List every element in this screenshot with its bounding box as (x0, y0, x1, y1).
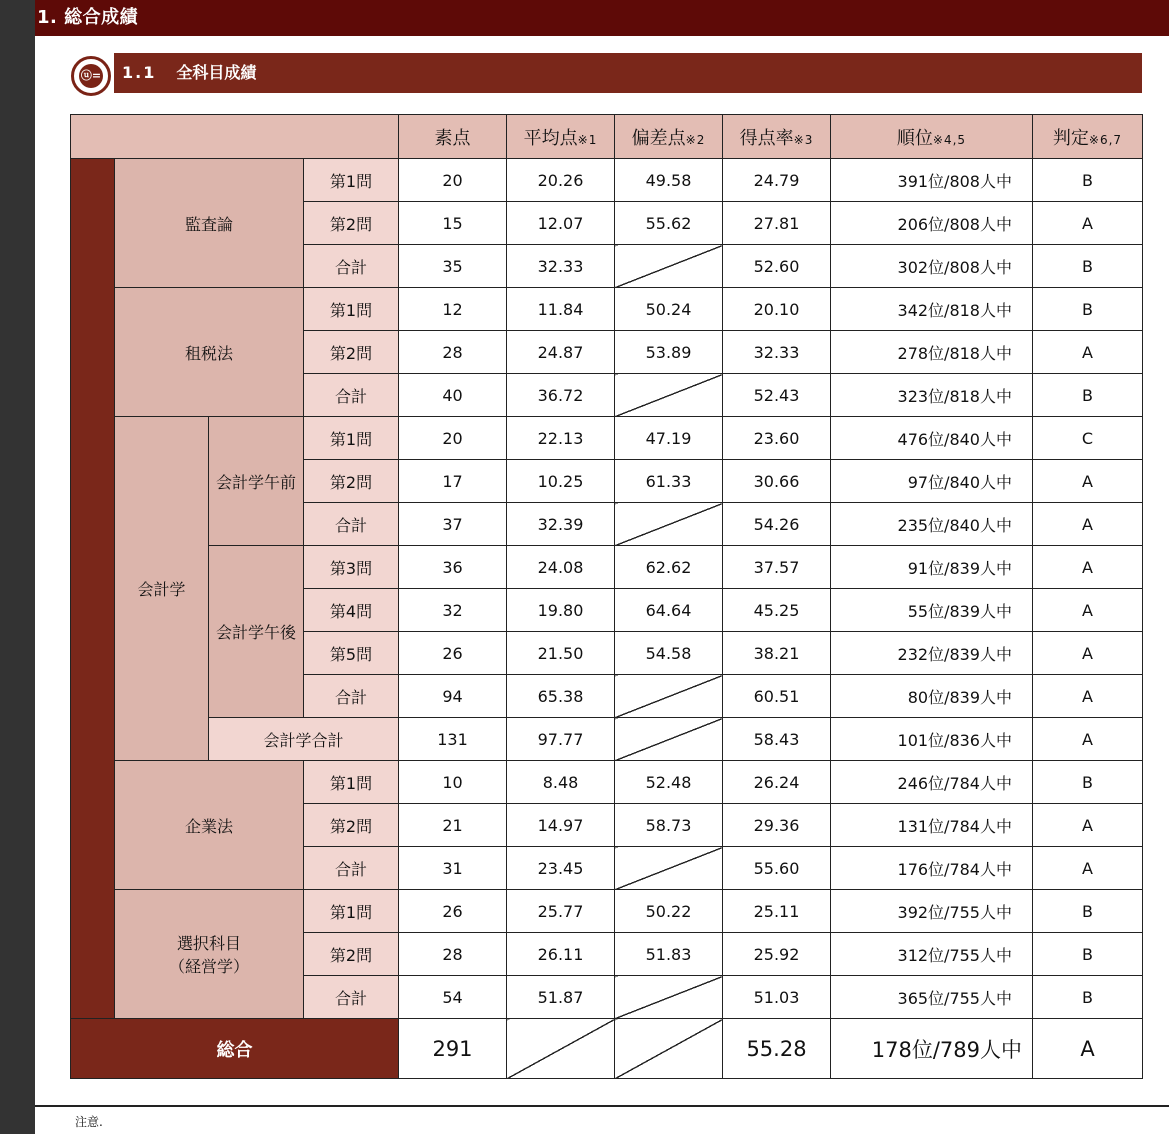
question-label: 第2問 (304, 460, 399, 503)
grade-cell: A (1033, 632, 1143, 675)
score-cell: 40 (399, 374, 507, 417)
subcategory-label: 会計学午後 (209, 546, 304, 718)
grand-total-deviation-empty (615, 1019, 723, 1079)
rate-cell: 25.11 (723, 890, 831, 933)
deviation-cell: 58.73 (615, 804, 723, 847)
header-blank (71, 115, 399, 159)
subsection-number: 1.1 (122, 63, 157, 82)
grade-cell: B (1033, 374, 1143, 417)
grand-total-label: 総合 (71, 1019, 399, 1079)
score-cell: 10 (399, 761, 507, 804)
deviation-cell-empty (615, 847, 723, 890)
average-cell: 21.50 (507, 632, 615, 675)
rank-cell: 365位/755人中 (831, 976, 1033, 1019)
col-header-label: 偏差点 (631, 127, 686, 149)
deviation-cell: 53.89 (615, 331, 723, 374)
score-cell: 28 (399, 933, 507, 976)
question-label: 第5問 (304, 632, 399, 675)
question-label: 合計 (304, 976, 399, 1019)
rank-cell: 476位/840人中 (831, 417, 1033, 460)
rate-cell: 32.33 (723, 331, 831, 374)
rate-cell: 24.79 (723, 159, 831, 202)
average-cell: 10.25 (507, 460, 615, 503)
rank-cell: 246位/784人中 (831, 761, 1033, 804)
rate-cell: 60.51 (723, 675, 831, 718)
rank-cell: 342位/818人中 (831, 288, 1033, 331)
rank-cell: 206位/808人中 (831, 202, 1033, 245)
col-header-note: ※3 (793, 132, 814, 147)
rank-cell: 176位/784人中 (831, 847, 1033, 890)
grand-total-rank: 178位/789人中 (831, 1019, 1033, 1079)
grade-cell: A (1033, 675, 1143, 718)
grade-cell: B (1033, 976, 1143, 1019)
deviation-cell: 55.62 (615, 202, 723, 245)
rank-cell: 55位/839人中 (831, 589, 1033, 632)
grand-total-row (71, 1019, 1143, 1079)
col-header-note: ※2 (685, 132, 706, 147)
col-header-label: 素点 (434, 127, 471, 149)
rate-cell: 25.92 (723, 933, 831, 976)
col-header-label: 得点率 (739, 127, 794, 149)
category-label (115, 890, 304, 1019)
score-cell: 15 (399, 202, 507, 245)
grade-cell: B (1033, 288, 1143, 331)
grand-total-average-empty (507, 1019, 615, 1079)
question-label: 合計 (304, 847, 399, 890)
score-cell: 17 (399, 460, 507, 503)
score-cell: 28 (399, 331, 507, 374)
grade-cell: A (1033, 202, 1143, 245)
rate-cell: 29.36 (723, 804, 831, 847)
rate-cell: 51.03 (723, 976, 831, 1019)
deviation-cell-empty (615, 976, 723, 1019)
chart-icon (71, 56, 111, 96)
col-header (1033, 115, 1143, 159)
category-label: 企業法 (115, 761, 304, 890)
average-cell: 14.97 (507, 804, 615, 847)
grade-cell: A (1033, 503, 1143, 546)
score-cell: 26 (399, 632, 507, 675)
average-cell: 36.72 (507, 374, 615, 417)
grade-cell: B (1033, 159, 1143, 202)
rate-cell: 52.60 (723, 245, 831, 288)
question-label: 合計 (304, 503, 399, 546)
rate-cell: 55.60 (723, 847, 831, 890)
grade-cell: B (1033, 890, 1143, 933)
average-cell: 24.08 (507, 546, 615, 589)
deviation-cell-empty (615, 245, 723, 288)
rank-cell: 235位/840人中 (831, 503, 1033, 546)
table-row (71, 417, 1143, 460)
score-cell: 36 (399, 546, 507, 589)
grade-cell: C (1033, 417, 1143, 460)
question-label: 第1問 (304, 890, 399, 933)
col-header (723, 115, 831, 159)
subcategory-label: 会計学午前 (209, 417, 304, 546)
category-label: 租税法 (115, 288, 304, 417)
average-cell: 19.80 (507, 589, 615, 632)
average-cell: 26.11 (507, 933, 615, 976)
col-header-note: ※6,7 (1088, 132, 1123, 147)
average-cell: 22.13 (507, 417, 615, 460)
subtotal-label: 会計学合計 (209, 718, 399, 761)
category-label-line1: 選択科目 (176, 934, 241, 953)
col-header-note: ※4,5 (932, 132, 967, 147)
average-cell: 23.45 (507, 847, 615, 890)
left-accent-bar (71, 159, 115, 1019)
grade-cell: A (1033, 460, 1143, 503)
deviation-cell: 54.58 (615, 632, 723, 675)
average-cell: 97.77 (507, 718, 615, 761)
score-cell: 31 (399, 847, 507, 890)
table-row (71, 546, 1143, 589)
rate-cell: 23.60 (723, 417, 831, 460)
score-cell: 35 (399, 245, 507, 288)
header-row (71, 115, 1143, 159)
table-row (71, 159, 1143, 202)
rate-cell: 38.21 (723, 632, 831, 675)
grand-total-score: 291 (399, 1019, 507, 1079)
col-header (831, 115, 1033, 159)
col-header (507, 115, 615, 159)
score-cell: 94 (399, 675, 507, 718)
question-label: 第1問 (304, 417, 399, 460)
question-label: 第2問 (304, 331, 399, 374)
deviation-cell: 62.62 (615, 546, 723, 589)
question-label: 第2問 (304, 933, 399, 976)
question-label: 第1問 (304, 761, 399, 804)
rate-cell: 27.81 (723, 202, 831, 245)
subsection-header (114, 53, 1142, 93)
grade-cell: A (1033, 847, 1143, 890)
rate-cell: 45.25 (723, 589, 831, 632)
grade-cell: A (1033, 331, 1143, 374)
grade-cell: A (1033, 718, 1143, 761)
score-cell: 54 (399, 976, 507, 1019)
deviation-cell: 52.48 (615, 761, 723, 804)
rank-cell: 391位/808人中 (831, 159, 1033, 202)
score-cell: 20 (399, 417, 507, 460)
rank-cell: 101位/836人中 (831, 718, 1033, 761)
question-label: 第3問 (304, 546, 399, 589)
table-row (71, 718, 1143, 761)
score-cell: 20 (399, 159, 507, 202)
rate-cell: 58.43 (723, 718, 831, 761)
average-cell: 25.77 (507, 890, 615, 933)
deviation-cell: 61.33 (615, 460, 723, 503)
question-label: 合計 (304, 675, 399, 718)
grade-cell: B (1033, 245, 1143, 288)
deviation-cell: 64.64 (615, 589, 723, 632)
subsection-icon-label: ⓤ= (79, 64, 103, 88)
rate-cell: 52.43 (723, 374, 831, 417)
rate-cell: 30.66 (723, 460, 831, 503)
question-label: 第1問 (304, 288, 399, 331)
col-header-label: 順位 (896, 127, 933, 149)
category-label: 会計学 (115, 417, 209, 761)
score-cell: 12 (399, 288, 507, 331)
average-cell: 11.84 (507, 288, 615, 331)
category-label: 監査論 (115, 159, 304, 288)
rank-cell: 392位/755人中 (831, 890, 1033, 933)
rank-cell: 232位/839人中 (831, 632, 1033, 675)
col-header-note: ※1 (577, 132, 598, 147)
deviation-cell-empty (615, 503, 723, 546)
table-row (71, 890, 1143, 933)
score-cell: 26 (399, 890, 507, 933)
rate-cell: 26.24 (723, 761, 831, 804)
average-cell: 8.48 (507, 761, 615, 804)
rank-cell: 312位/755人中 (831, 933, 1033, 976)
rank-cell: 80位/839人中 (831, 675, 1033, 718)
grade-cell: A (1033, 804, 1143, 847)
col-header-label: 平均点 (523, 127, 578, 149)
rate-cell: 20.10 (723, 288, 831, 331)
question-label: 第1問 (304, 159, 399, 202)
rate-cell: 54.26 (723, 503, 831, 546)
rank-cell: 323位/818人中 (831, 374, 1033, 417)
rank-cell: 97位/840人中 (831, 460, 1033, 503)
score-cell: 32 (399, 589, 507, 632)
rate-cell: 37.57 (723, 546, 831, 589)
deviation-cell: 49.58 (615, 159, 723, 202)
average-cell: 32.39 (507, 503, 615, 546)
average-cell: 20.26 (507, 159, 615, 202)
deviation-cell: 47.19 (615, 417, 723, 460)
footer-divider (35, 1105, 1169, 1107)
results-table (70, 114, 1143, 1079)
average-cell: 32.33 (507, 245, 615, 288)
deviation-cell-empty (615, 374, 723, 417)
col-header-label: 判定 (1052, 127, 1089, 149)
grade-cell: A (1033, 546, 1143, 589)
deviation-cell-empty (615, 675, 723, 718)
category-label-line2: （経営学） (168, 957, 249, 976)
average-cell: 65.38 (507, 675, 615, 718)
deviation-cell: 50.22 (615, 890, 723, 933)
rank-cell: 278位/818人中 (831, 331, 1033, 374)
left-dark-strip (0, 0, 35, 1134)
grade-cell: A (1033, 589, 1143, 632)
question-label: 第4問 (304, 589, 399, 632)
score-cell: 131 (399, 718, 507, 761)
deviation-cell: 51.83 (615, 933, 723, 976)
average-cell: 51.87 (507, 976, 615, 1019)
col-header (399, 115, 507, 159)
rank-cell: 131位/784人中 (831, 804, 1033, 847)
col-header (615, 115, 723, 159)
question-label: 第2問 (304, 202, 399, 245)
average-cell: 12.07 (507, 202, 615, 245)
rank-cell: 91位/839人中 (831, 546, 1033, 589)
question-label: 合計 (304, 374, 399, 417)
question-label: 第2問 (304, 804, 399, 847)
table-row (71, 761, 1143, 804)
rank-cell: 302位/808人中 (831, 245, 1033, 288)
subsection-title: 全科目成績 (176, 63, 257, 82)
deviation-cell: 50.24 (615, 288, 723, 331)
grand-total-grade: A (1033, 1019, 1143, 1079)
score-cell: 37 (399, 503, 507, 546)
average-cell: 24.87 (507, 331, 615, 374)
score-cell: 21 (399, 804, 507, 847)
grade-cell: B (1033, 933, 1143, 976)
deviation-cell-empty (615, 718, 723, 761)
table-row (71, 288, 1143, 331)
grand-total-rate: 55.28 (723, 1019, 831, 1079)
question-label: 合計 (304, 245, 399, 288)
grade-cell: B (1033, 761, 1143, 804)
footer-note: 注意. (75, 1115, 103, 1129)
section-title: 1. 総合成績 (35, 0, 1169, 36)
